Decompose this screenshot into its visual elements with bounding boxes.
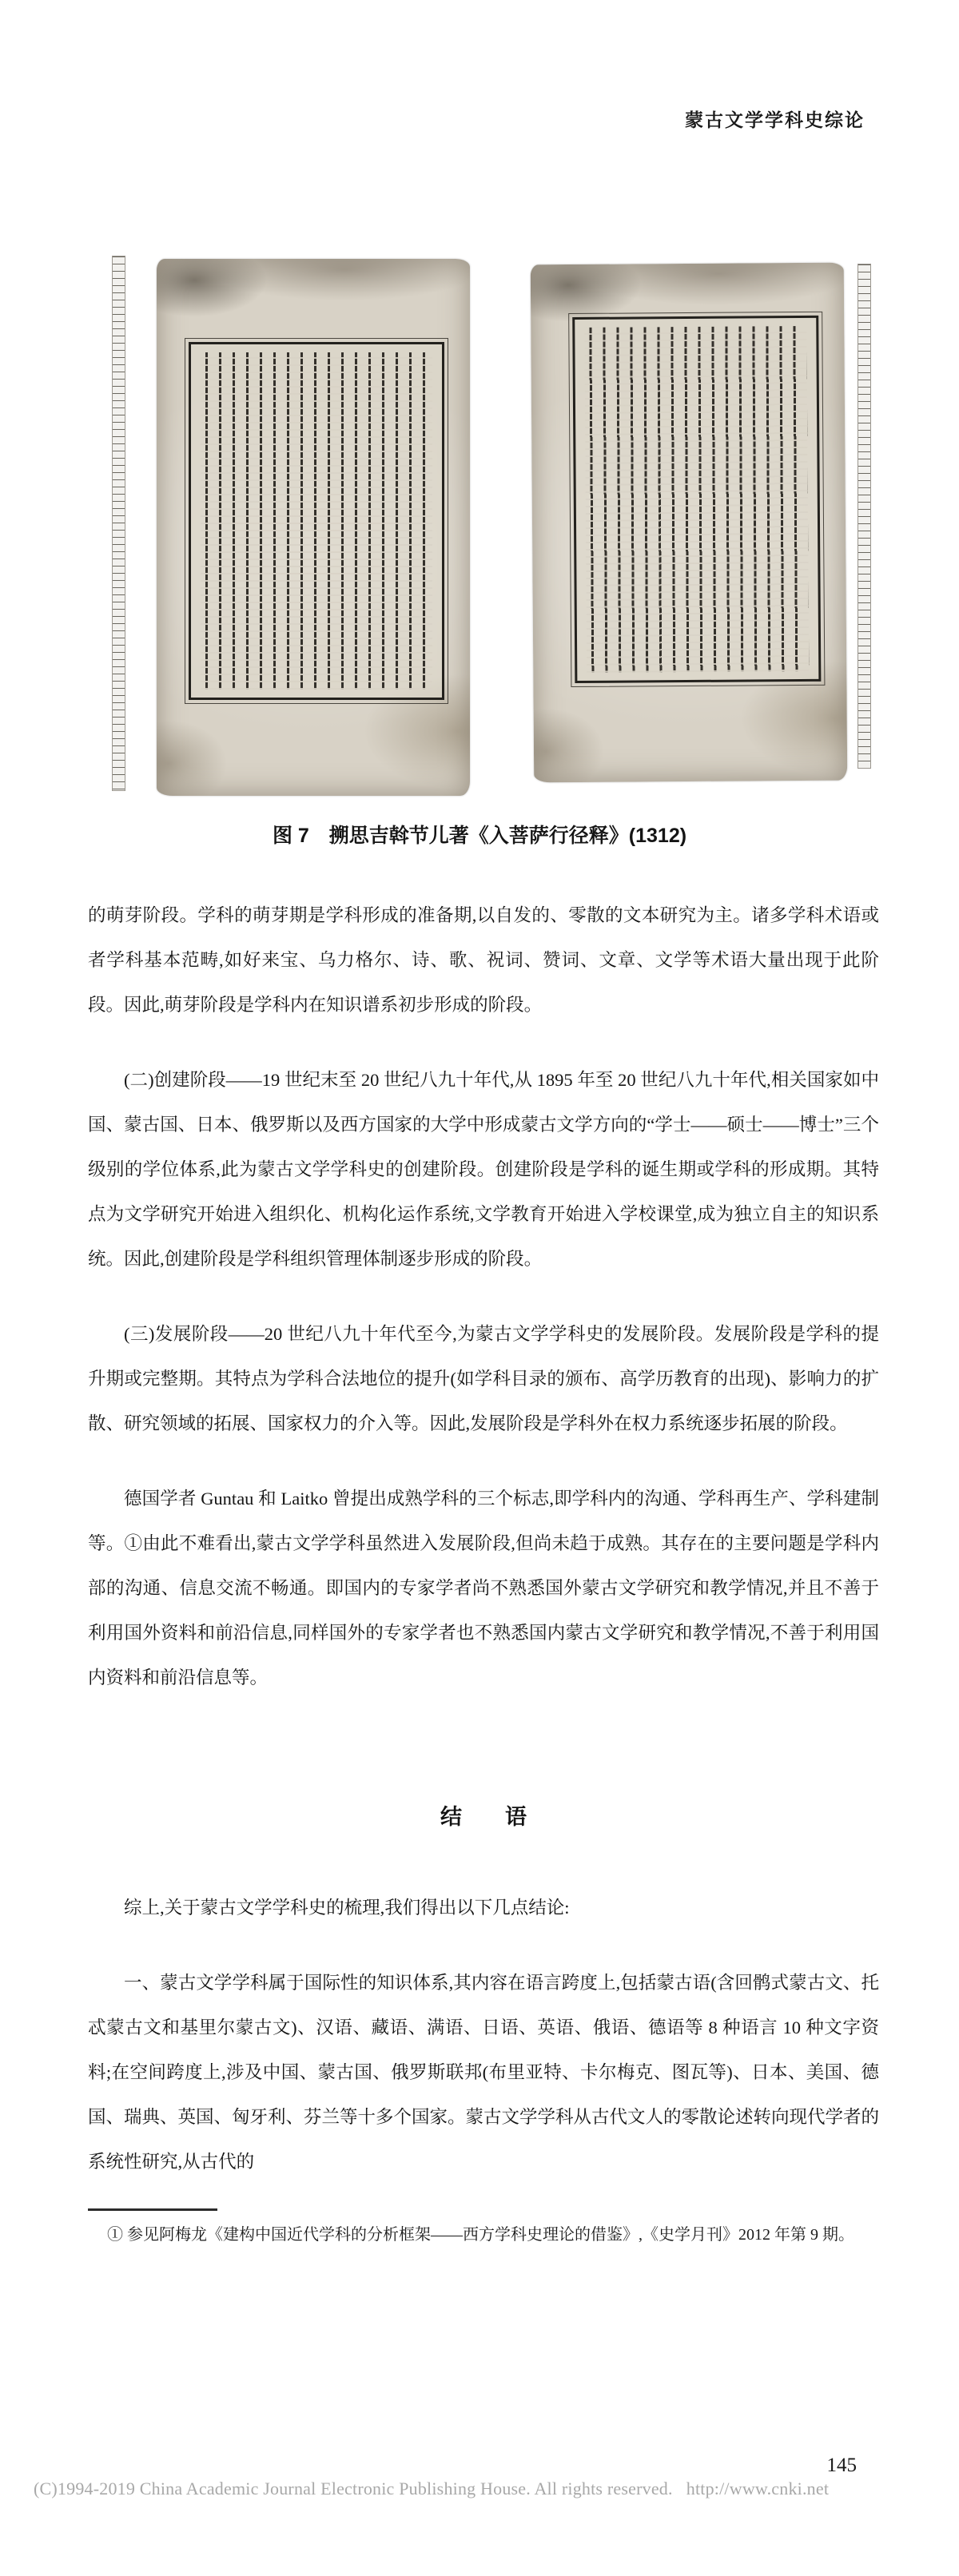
copyright-notice: (C)1994-2019 China Academic Journal Electronic Publishing House. All rights reserved. http://www.cnki.net: [34, 2479, 830, 2498]
main-text-column: [88, 893, 879, 2251]
ruler-left: [112, 256, 125, 791]
footnote-divider: [88, 2208, 217, 2211]
body-paragraph: 的萌芽阶段。学科的萌芽期是学科形成的准备期,以自发的、零散的文本研究为主。诸多学科术语或者学科基本范畴,如好来宝、乌力格尔、诗、歌、祝词、赞词、文章、文学等术语大量出现于此阶段。因此,萌芽阶段是学科内在知识谱系初步形成的阶段。: [88, 905, 879, 1015]
vertical-script-texture: [201, 352, 432, 690]
running-title: 蒙古文学学科史综论: [685, 109, 865, 130]
page-number: 145: [826, 2455, 857, 2476]
manuscript-figure: [110, 249, 877, 801]
conclusion-paragraph: 一、蒙古文学学科属于国际性的知识体系,其内容在语言跨度上,包括蒙古语(含回鹘式蒙古文、托忒蒙古文和基里尔蒙古文)、汉语、藏语、满语、日语、英语、俄语、德语等 8 种语言 10 种文字资料;在空间跨度上,涉及中国、蒙古国、俄罗斯联邦(布里亚特、卡尔梅克、图瓦等)、日本、美国、德国、瑞典、英国、匈牙利、芬兰等十多个国家。蒙古文学学科从古代文人的零散论述转向现代学者的系统性研究,从古代的: [88, 1973, 880, 2172]
conclusion-paragraph: 综上,关于蒙古文学学科史的梳理,我们得出以下几点结论:: [124, 1898, 570, 1918]
section-heading-conclusion: 结 语: [440, 1805, 527, 1829]
manuscript-frame-left: [189, 342, 444, 700]
body-paragraph: (二)创建阶段——19 世纪末至 20 世纪八九十年代,从 1895 年至 20 世纪八九十年代,相关国家如中国、蒙古国、日本、俄罗斯以及西方国家的大学中形成蒙古文学方向的“学士——硕士——博士”三个级别的学位体系,此为蒙古文学学科史的创建阶段。创建阶段是学科的诞生期或学科的形成期。其特点为文学研究开始进入组织化、机构化运作系统,文学教育开始进入学校课堂,成为独立自主的知识系统。因此,创建阶段是学科组织管理体制逐步形成的阶段。: [88, 1070, 879, 1269]
body-paragraph: 德国学者 Guntau 和 Laitko 曾提出成熟学科的三个标志,即学科内的沟通、学科再生产、学科建制等。①由此不难看出,蒙古文学学科虽然进入发展阶段,但尚未趋于成熟。其存在的主要问题是学科内部的沟通、信息交流不畅通。即国内的专家学者尚不熟悉国外蒙古文学研究和教学情况,并且不善于利用国外资料和前沿信息,同样国外的专家学者也不熟悉国内蒙古文学研究和教学情况,不善于利用国内资料和前沿信息等。: [88, 1489, 879, 1688]
body-paragraph: (三)发展阶段——20 世纪八九十年代至今,为蒙古文学学科史的发展阶段。发展阶段是学科的提升期或完整期。其特点为学科合法地位的提升(如学科目录的颁布、高学历教育的出现)、影响力的扩散、研究领域的拓展、国家权力的介入等。因此,发展阶段是学科外在权力系统逐步拓展的阶段。: [88, 1324, 879, 1433]
footnote-text: ① 参见阿梅龙《建构中国近代学科的分析框架——西方学科史理论的借鉴》,《史学月刊》2012 年第 9 期。: [107, 2226, 854, 2244]
manuscript-photo-left: [157, 259, 470, 796]
manuscript-photo-right: [531, 263, 848, 783]
figure-caption: 图 7 搠思吉斡节儿著《入菩萨行径释》(1312): [272, 825, 687, 847]
vertical-script-texture: [584, 326, 809, 673]
ruler-right: [858, 264, 871, 769]
manuscript-frame-right: [572, 316, 821, 683]
